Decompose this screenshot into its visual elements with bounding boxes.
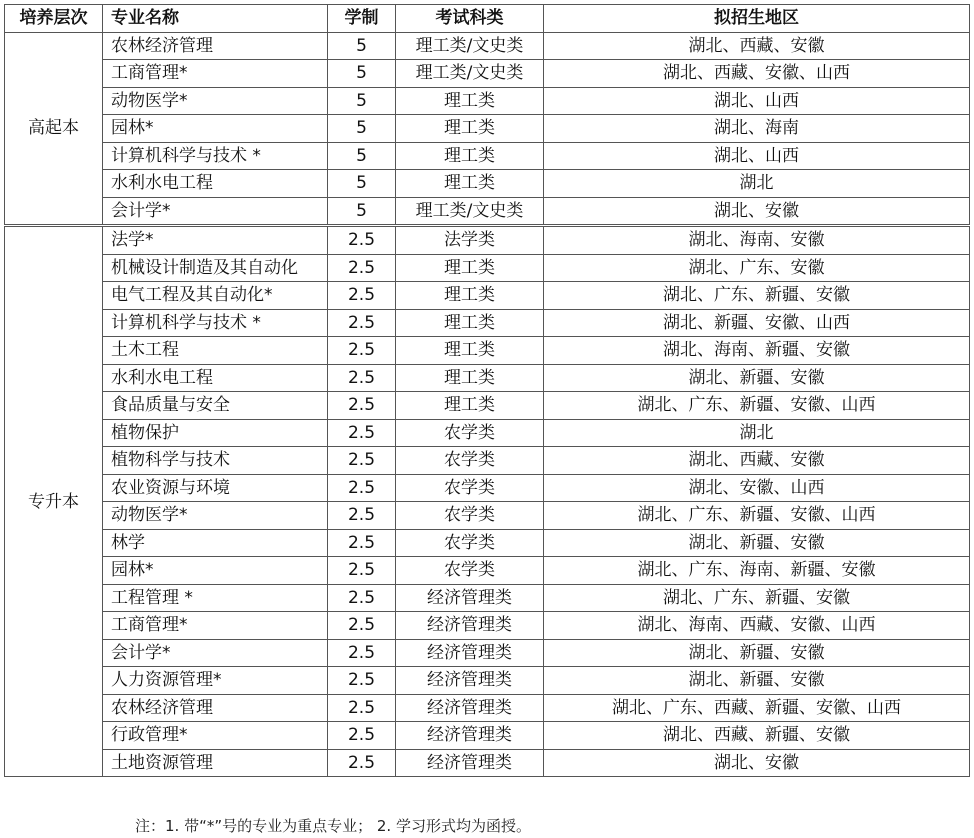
regions-cell: 湖北、广东、新疆、安徽、山西 [544,392,970,420]
regions-cell: 湖北、广东、海南、新疆、安徽 [544,557,970,585]
table-row [5,115,970,143]
major-cell: 林学 [103,529,328,557]
table-row [5,529,970,557]
regions-cell: 湖北、海南、西藏、安徽、山西 [544,612,970,640]
regions-cell: 湖北、广东、新疆、安徽 [544,282,970,310]
regions-cell: 湖北、山西 [544,87,970,115]
level-cell: 专升本 [5,226,103,777]
exam-cell: 经济管理类 [396,722,544,750]
duration-cell: 2.5 [328,364,396,392]
duration-cell: 5 [328,60,396,88]
exam-cell: 经济管理类 [396,667,544,695]
duration-cell: 2.5 [328,749,396,777]
regions-cell: 湖北、安徽、山西 [544,474,970,502]
duration-cell: 5 [328,197,396,226]
exam-cell: 农学类 [396,502,544,530]
duration-cell: 2.5 [328,226,396,255]
major-cell: 工程管理 * [103,584,328,612]
table-row [5,337,970,365]
table-row [5,639,970,667]
table-row [5,392,970,420]
regions-cell: 湖北、海南、新疆、安徽 [544,337,970,365]
regions-cell: 湖北、安徽 [544,197,970,226]
table-row [5,87,970,115]
table-row [5,694,970,722]
exam-cell: 理工类 [396,142,544,170]
duration-cell: 2.5 [328,337,396,365]
table-row [5,474,970,502]
exam-cell: 农学类 [396,447,544,475]
regions-cell: 湖北、新疆、安徽 [544,639,970,667]
table-body [5,32,970,777]
duration-cell: 2.5 [328,474,396,502]
exam-cell: 农学类 [396,474,544,502]
major-cell: 会计学* [103,197,328,226]
exam-cell: 理工类/文史类 [396,197,544,226]
major-cell: 园林* [103,115,328,143]
header-row [5,5,970,33]
duration-cell: 5 [328,115,396,143]
exam-cell: 经济管理类 [396,612,544,640]
table-row [5,722,970,750]
regions-cell: 湖北 [544,419,970,447]
duration-cell: 2.5 [328,722,396,750]
major-cell: 会计学* [103,639,328,667]
exam-cell: 经济管理类 [396,694,544,722]
exam-cell: 理工类 [396,87,544,115]
exam-cell: 经济管理类 [396,749,544,777]
duration-cell: 2.5 [328,447,396,475]
major-cell: 土木工程 [103,337,328,365]
exam-cell: 理工类/文史类 [396,32,544,60]
table-row [5,584,970,612]
major-cell: 土地资源管理 [103,749,328,777]
table-row [5,226,970,255]
table-row [5,142,970,170]
table-row [5,282,970,310]
table-row [5,749,970,777]
regions-cell: 湖北、安徽 [544,749,970,777]
major-cell: 植物科学与技术 [103,447,328,475]
exam-cell: 法学类 [396,226,544,255]
duration-cell: 5 [328,142,396,170]
duration-cell: 2.5 [328,392,396,420]
duration-cell: 2.5 [328,282,396,310]
exam-cell: 经济管理类 [396,584,544,612]
duration-cell: 2.5 [328,529,396,557]
regions-cell: 湖北、西藏、新疆、安徽 [544,722,970,750]
duration-cell: 5 [328,32,396,60]
major-cell: 计算机科学与技术 * [103,142,328,170]
exam-cell: 农学类 [396,529,544,557]
duration-cell: 2.5 [328,584,396,612]
major-cell: 工商管理* [103,612,328,640]
regions-cell: 湖北、广东、新疆、安徽 [544,584,970,612]
enrollment-table [4,4,970,777]
table-row [5,612,970,640]
table-row [5,447,970,475]
table-row [5,309,970,337]
exam-cell: 经济管理类 [396,639,544,667]
regions-cell: 湖北 [544,170,970,198]
duration-cell: 2.5 [328,612,396,640]
duration-cell: 2.5 [328,557,396,585]
exam-cell: 理工类 [396,337,544,365]
regions-cell: 湖北、西藏、安徽 [544,32,970,60]
major-cell: 水利水电工程 [103,170,328,198]
header-regions: 拟招生地区 [544,5,970,33]
major-cell: 动物医学* [103,502,328,530]
major-cell: 动物医学* [103,87,328,115]
regions-cell: 湖北、山西 [544,142,970,170]
header-exam: 考试科类 [396,5,544,33]
major-cell: 食品质量与安全 [103,392,328,420]
regions-cell: 湖北、新疆、安徽 [544,667,970,695]
major-cell: 水利水电工程 [103,364,328,392]
duration-cell: 2.5 [328,419,396,447]
header-duration: 学制 [328,5,396,33]
duration-cell: 2.5 [328,639,396,667]
table-row [5,170,970,198]
exam-cell: 理工类 [396,170,544,198]
duration-cell: 5 [328,87,396,115]
major-cell: 电气工程及其自动化* [103,282,328,310]
table-row [5,197,970,226]
exam-cell: 理工类 [396,392,544,420]
duration-cell: 5 [328,170,396,198]
exam-cell: 理工类 [396,282,544,310]
regions-cell: 湖北、新疆、安徽、山西 [544,309,970,337]
duration-cell: 2.5 [328,667,396,695]
regions-cell: 湖北、海南、安徽 [544,226,970,255]
regions-cell: 湖北、广东、西藏、新疆、安徽、山西 [544,694,970,722]
header-major: 专业名称 [103,5,328,33]
major-cell: 农林经济管理 [103,32,328,60]
level-cell: 高起本 [5,32,103,226]
footnote: 注：1. 带“*”号的专业为重点专业； 2. 学习形式均为函授。 [135,817,531,835]
major-cell: 计算机科学与技术 * [103,309,328,337]
major-cell: 园林* [103,557,328,585]
duration-cell: 2.5 [328,254,396,282]
regions-cell: 湖北、广东、新疆、安徽、山西 [544,502,970,530]
table-row [5,502,970,530]
major-cell: 法学* [103,226,328,255]
major-cell: 农林经济管理 [103,694,328,722]
major-cell: 机械设计制造及其自动化 [103,254,328,282]
exam-cell: 农学类 [396,557,544,585]
major-cell: 工商管理* [103,60,328,88]
duration-cell: 2.5 [328,502,396,530]
header-level: 培养层次 [5,5,103,33]
exam-cell: 理工类 [396,309,544,337]
major-cell: 行政管理* [103,722,328,750]
major-cell: 农业资源与环境 [103,474,328,502]
table-row [5,254,970,282]
regions-cell: 湖北、广东、安徽 [544,254,970,282]
exam-cell: 理工类 [396,254,544,282]
table-row [5,419,970,447]
table-row [5,364,970,392]
duration-cell: 2.5 [328,694,396,722]
table-row [5,60,970,88]
exam-cell: 理工类 [396,364,544,392]
regions-cell: 湖北、新疆、安徽 [544,529,970,557]
major-cell: 植物保护 [103,419,328,447]
regions-cell: 湖北、海南 [544,115,970,143]
major-cell: 人力资源管理* [103,667,328,695]
regions-cell: 湖北、西藏、安徽、山西 [544,60,970,88]
table-row [5,557,970,585]
exam-cell: 理工类 [396,115,544,143]
duration-cell: 2.5 [328,309,396,337]
regions-cell: 湖北、新疆、安徽 [544,364,970,392]
regions-cell: 湖北、西藏、安徽 [544,447,970,475]
table-row [5,667,970,695]
table-row [5,32,970,60]
exam-cell: 理工类/文史类 [396,60,544,88]
exam-cell: 农学类 [396,419,544,447]
